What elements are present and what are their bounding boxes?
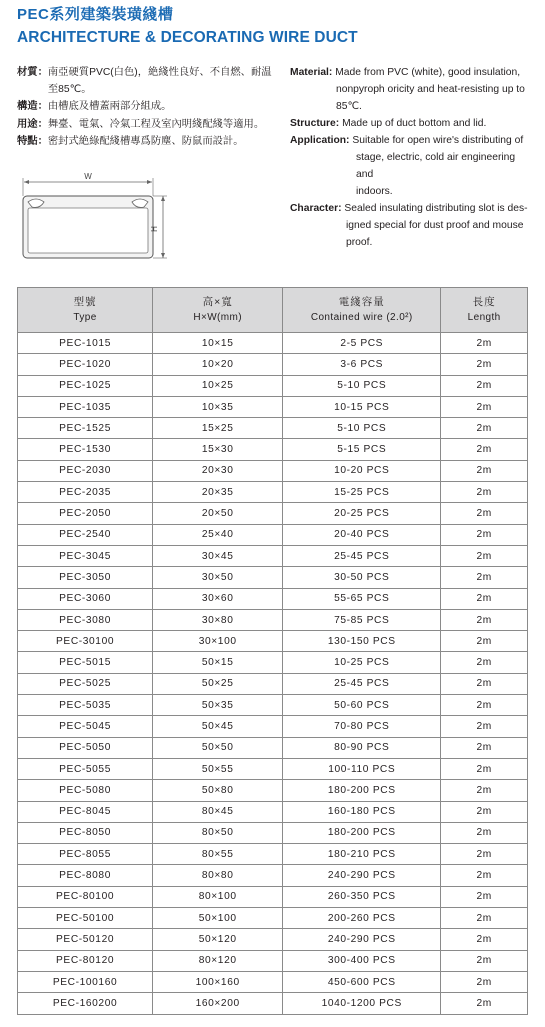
cn-spec-label: 材質： — [17, 67, 48, 78]
cell-dimensions: 30×100 — [153, 631, 283, 652]
table-row — [18, 609, 528, 630]
cell-length: 2m — [441, 545, 528, 566]
table-row — [18, 631, 528, 652]
cell-dimensions: 10×35 — [153, 396, 283, 417]
width-label: W — [84, 172, 92, 181]
cell-dimensions: 30×80 — [153, 609, 283, 630]
cell-wire-capacity: 100-110 PCS — [283, 758, 441, 779]
cell-wire-capacity: 3-6 PCS — [283, 354, 441, 375]
cell-type: PEC-1035 — [18, 396, 153, 417]
cell-length: 2m — [441, 375, 528, 396]
cell-dimensions: 80×100 — [153, 886, 283, 907]
header-en-label: Contained wire (2.0²) — [310, 312, 413, 323]
en-spec-material — [290, 64, 532, 115]
cell-length: 2m — [441, 588, 528, 609]
table-row — [18, 354, 528, 375]
cn-spec-character — [17, 133, 281, 150]
cell-type: PEC-100160 — [18, 971, 153, 992]
en-spec-label: Structure: — [290, 118, 340, 129]
cell-wire-capacity: 2-5 PCS — [283, 333, 441, 354]
cell-length: 2m — [441, 801, 528, 822]
cell-type: PEC-1020 — [18, 354, 153, 375]
cell-type: PEC-5045 — [18, 716, 153, 737]
cell-type: PEC-160200 — [18, 993, 153, 1014]
cell-wire-capacity: 15-25 PCS — [283, 482, 441, 503]
table-row — [18, 801, 528, 822]
cell-dimensions: 15×25 — [153, 418, 283, 439]
cell-dimensions: 80×50 — [153, 822, 283, 843]
cell-type: PEC-50120 — [18, 929, 153, 950]
cell-length: 2m — [441, 886, 528, 907]
table-row — [18, 908, 528, 929]
header-type — [18, 288, 153, 333]
cell-type: PEC-3045 — [18, 545, 153, 566]
height-label: H — [150, 226, 159, 232]
cell-length: 2m — [441, 695, 528, 716]
height-arrow-top — [161, 196, 165, 201]
cell-type: PEC-5025 — [18, 673, 153, 694]
cell-length: 2m — [441, 971, 528, 992]
en-spec-text: nonpyroph oricity and heat-resisting up to — [336, 84, 525, 95]
cell-dimensions: 50×45 — [153, 716, 283, 737]
en-spec-text: Suitable for open wire's distributing of — [352, 135, 524, 146]
cell-length: 2m — [441, 908, 528, 929]
header-cn-label: 電綫容量 — [338, 296, 385, 308]
duct-inner-channel — [28, 208, 148, 253]
table-row — [18, 716, 528, 737]
table-row — [18, 950, 528, 971]
table-row — [18, 545, 528, 566]
header-cn-label: 高×寬 — [202, 296, 233, 308]
cell-wire-capacity: 450-600 PCS — [283, 971, 441, 992]
cell-type: PEC-30100 — [18, 631, 153, 652]
cn-spec-structure — [17, 98, 281, 115]
cell-length: 2m — [441, 354, 528, 375]
cell-type: PEC-80100 — [18, 886, 153, 907]
width-arrow-left — [24, 180, 29, 184]
cell-wire-capacity: 10-25 PCS — [283, 652, 441, 673]
cell-type: PEC-2050 — [18, 503, 153, 524]
header-en-label: Length — [467, 312, 501, 323]
cell-dimensions: 80×45 — [153, 801, 283, 822]
cell-wire-capacity: 180-200 PCS — [283, 780, 441, 801]
table-row — [18, 524, 528, 545]
cell-length: 2m — [441, 418, 528, 439]
table-row — [18, 418, 528, 439]
cn-spec-label: 特點： — [17, 135, 48, 147]
table-row — [18, 737, 528, 758]
cell-type: PEC-3050 — [18, 567, 153, 588]
chinese-specifications — [17, 64, 281, 150]
table-row — [18, 333, 528, 354]
en-spec-text: indoors. — [356, 186, 393, 197]
cell-length: 2m — [441, 652, 528, 673]
cell-type: PEC-1530 — [18, 439, 153, 460]
cell-length: 2m — [441, 567, 528, 588]
cell-length: 2m — [441, 844, 528, 865]
cell-wire-capacity: 5-10 PCS — [283, 375, 441, 396]
cell-wire-capacity: 240-290 PCS — [283, 929, 441, 950]
table-row — [18, 439, 528, 460]
cell-length: 2m — [441, 993, 528, 1014]
table-row — [18, 567, 528, 588]
table-row — [18, 993, 528, 1014]
cell-length: 2m — [441, 758, 528, 779]
cell-wire-capacity: 10-15 PCS — [283, 396, 441, 417]
cell-type: PEC-1015 — [18, 333, 153, 354]
cell-dimensions: 50×100 — [153, 908, 283, 929]
cell-wire-capacity: 50-60 PCS — [283, 695, 441, 716]
cell-length: 2m — [441, 716, 528, 737]
cell-length: 2m — [441, 396, 528, 417]
en-spec-application — [290, 132, 532, 200]
en-spec-text: proof. — [346, 237, 373, 248]
cell-type: PEC-5035 — [18, 695, 153, 716]
table-row — [18, 886, 528, 907]
cell-type: PEC-8080 — [18, 865, 153, 886]
cell-length: 2m — [441, 737, 528, 758]
header-dimensions — [153, 288, 283, 333]
en-spec-text: Sealed insulating distributing slot is des- — [344, 203, 528, 214]
cell-wire-capacity: 10-20 PCS — [283, 460, 441, 481]
cell-wire-capacity: 25-45 PCS — [283, 673, 441, 694]
cell-dimensions: 80×80 — [153, 865, 283, 886]
en-spec-label: Application: — [290, 135, 350, 146]
table-row — [18, 758, 528, 779]
table-row — [18, 396, 528, 417]
cell-wire-capacity: 5-10 PCS — [283, 418, 441, 439]
cell-dimensions: 20×50 — [153, 503, 283, 524]
cell-length: 2m — [441, 609, 528, 630]
cell-wire-capacity: 80-90 PCS — [283, 737, 441, 758]
cell-dimensions: 10×25 — [153, 375, 283, 396]
cell-wire-capacity: 130-150 PCS — [283, 631, 441, 652]
cell-wire-capacity: 180-210 PCS — [283, 844, 441, 865]
cell-length: 2m — [441, 631, 528, 652]
cell-wire-capacity: 300-400 PCS — [283, 950, 441, 971]
cell-dimensions: 30×60 — [153, 588, 283, 609]
cell-type: PEC-80120 — [18, 950, 153, 971]
cell-type: PEC-2035 — [18, 482, 153, 503]
header-en-label: Type — [73, 312, 97, 323]
cell-wire-capacity: 30-50 PCS — [283, 567, 441, 588]
cell-dimensions: 25×40 — [153, 524, 283, 545]
cn-spec-text: 舞臺、電氣、冷氣工程及室內明綫配綫等適用。 — [47, 118, 265, 130]
cell-length: 2m — [441, 822, 528, 843]
cell-wire-capacity: 70-80 PCS — [283, 716, 441, 737]
cn-spec-material — [17, 64, 281, 98]
cell-dimensions: 50×120 — [153, 929, 283, 950]
header-cn-label: 長度 — [472, 296, 496, 308]
table-row — [18, 695, 528, 716]
cell-type: PEC-8050 — [18, 822, 153, 843]
cn-spec-label: 用途： — [17, 118, 48, 130]
cell-dimensions: 50×25 — [153, 673, 283, 694]
cell-dimensions: 100×160 — [153, 971, 283, 992]
table-row — [18, 482, 528, 503]
table-row — [18, 652, 528, 673]
cell-type: PEC-8055 — [18, 844, 153, 865]
cell-length: 2m — [441, 780, 528, 801]
cell-wire-capacity: 5-15 PCS — [283, 439, 441, 460]
cn-spec-text: 密封式絶綠配綫槽專爲防塵、防鼠而設計。 — [47, 135, 244, 147]
cn-spec-label: 構造： — [17, 101, 48, 113]
en-spec-text: igned special for dust proof and mouse — [346, 220, 524, 231]
cell-dimensions: 50×80 — [153, 780, 283, 801]
cn-spec-text: 南亞硬質PVC(白色)，絶綫性良好、不自燃、耐温至85℃。 — [47, 67, 272, 96]
cell-type: PEC-5050 — [18, 737, 153, 758]
en-spec-character — [290, 200, 532, 251]
cell-wire-capacity: 25-45 PCS — [283, 545, 441, 566]
en-spec-label: Material: — [290, 67, 333, 78]
cell-type: PEC-3060 — [18, 588, 153, 609]
cell-dimensions: 80×55 — [153, 844, 283, 865]
cell-dimensions: 80×120 — [153, 950, 283, 971]
cell-dimensions: 30×50 — [153, 567, 283, 588]
cell-type: PEC-5055 — [18, 758, 153, 779]
en-spec-text: stage, electric, cold air engineering and — [356, 152, 516, 180]
en-spec-text: 85℃. — [336, 101, 362, 112]
table-row — [18, 929, 528, 950]
cell-wire-capacity: 200-260 PCS — [283, 908, 441, 929]
cell-length: 2m — [441, 929, 528, 950]
cell-type: PEC-1525 — [18, 418, 153, 439]
width-arrow-right — [147, 180, 152, 184]
cell-wire-capacity: 75-85 PCS — [283, 609, 441, 630]
cell-length: 2m — [441, 524, 528, 545]
cell-type: PEC-50100 — [18, 908, 153, 929]
table-row — [18, 865, 528, 886]
header-length — [441, 288, 528, 333]
cell-wire-capacity: 160-180 PCS — [283, 801, 441, 822]
cell-wire-capacity: 260-350 PCS — [283, 886, 441, 907]
height-arrow-bottom — [161, 253, 165, 258]
table-header-row — [18, 288, 528, 333]
table-row — [18, 503, 528, 524]
cell-dimensions: 50×55 — [153, 758, 283, 779]
cell-type: PEC-5015 — [18, 652, 153, 673]
cell-length: 2m — [441, 333, 528, 354]
cell-wire-capacity: 1040-1200 PCS — [283, 993, 441, 1014]
cell-type: PEC-2030 — [18, 460, 153, 481]
table-row — [18, 844, 528, 865]
cell-type: PEC-5080 — [18, 780, 153, 801]
cell-type: PEC-1025 — [18, 375, 153, 396]
cell-length: 2m — [441, 950, 528, 971]
cell-dimensions: 20×30 — [153, 460, 283, 481]
table-row — [18, 971, 528, 992]
page-title-chinese: PEC系列建築裝璜綫槽 — [17, 6, 174, 23]
table-row — [18, 460, 528, 481]
cell-wire-capacity: 20-40 PCS — [283, 524, 441, 545]
en-spec-label: Character: — [290, 203, 342, 214]
cell-dimensions: 30×45 — [153, 545, 283, 566]
cell-dimensions: 20×35 — [153, 482, 283, 503]
cell-dimensions: 50×15 — [153, 652, 283, 673]
header-wire-capacity — [283, 288, 441, 333]
header-en-label: H×W(mm) — [193, 312, 242, 323]
cn-spec-text: 由槽底及槽蓋兩部分組成。 — [47, 101, 172, 113]
cell-length: 2m — [441, 482, 528, 503]
table-row — [18, 375, 528, 396]
cell-type: PEC-2540 — [18, 524, 153, 545]
cell-length: 2m — [441, 865, 528, 886]
cell-length: 2m — [441, 673, 528, 694]
specification-table — [17, 287, 528, 1015]
cell-wire-capacity: 180-200 PCS — [283, 822, 441, 843]
cell-wire-capacity: 55-65 PCS — [283, 588, 441, 609]
cell-type: PEC-8045 — [18, 801, 153, 822]
cell-dimensions: 15×30 — [153, 439, 283, 460]
duct-profile — [23, 196, 153, 258]
cell-dimensions: 10×20 — [153, 354, 283, 375]
cell-dimensions: 160×200 — [153, 993, 283, 1014]
cell-length: 2m — [441, 503, 528, 524]
en-spec-structure — [290, 115, 532, 132]
cell-dimensions: 10×15 — [153, 333, 283, 354]
page-title-english: ARCHITECTURE & DECORATING WIRE DUCT — [17, 29, 358, 46]
en-spec-text: Made from PVC (white), good insulation, — [335, 67, 521, 78]
cell-wire-capacity: 20-25 PCS — [283, 503, 441, 524]
table-row — [18, 673, 528, 694]
cn-spec-application — [17, 116, 281, 133]
cell-type: PEC-3080 — [18, 609, 153, 630]
table-row — [18, 780, 528, 801]
table-row — [18, 588, 528, 609]
en-spec-text: Made up of duct bottom and lid. — [342, 118, 487, 129]
cell-length: 2m — [441, 460, 528, 481]
cell-dimensions: 50×50 — [153, 737, 283, 758]
table-row — [18, 822, 528, 843]
cell-dimensions: 50×35 — [153, 695, 283, 716]
cell-length: 2m — [441, 439, 528, 460]
header-cn-label: 型號 — [73, 296, 97, 308]
english-specifications — [290, 64, 532, 251]
duct-cross-section-diagram — [14, 172, 174, 272]
cell-wire-capacity: 240-290 PCS — [283, 865, 441, 886]
